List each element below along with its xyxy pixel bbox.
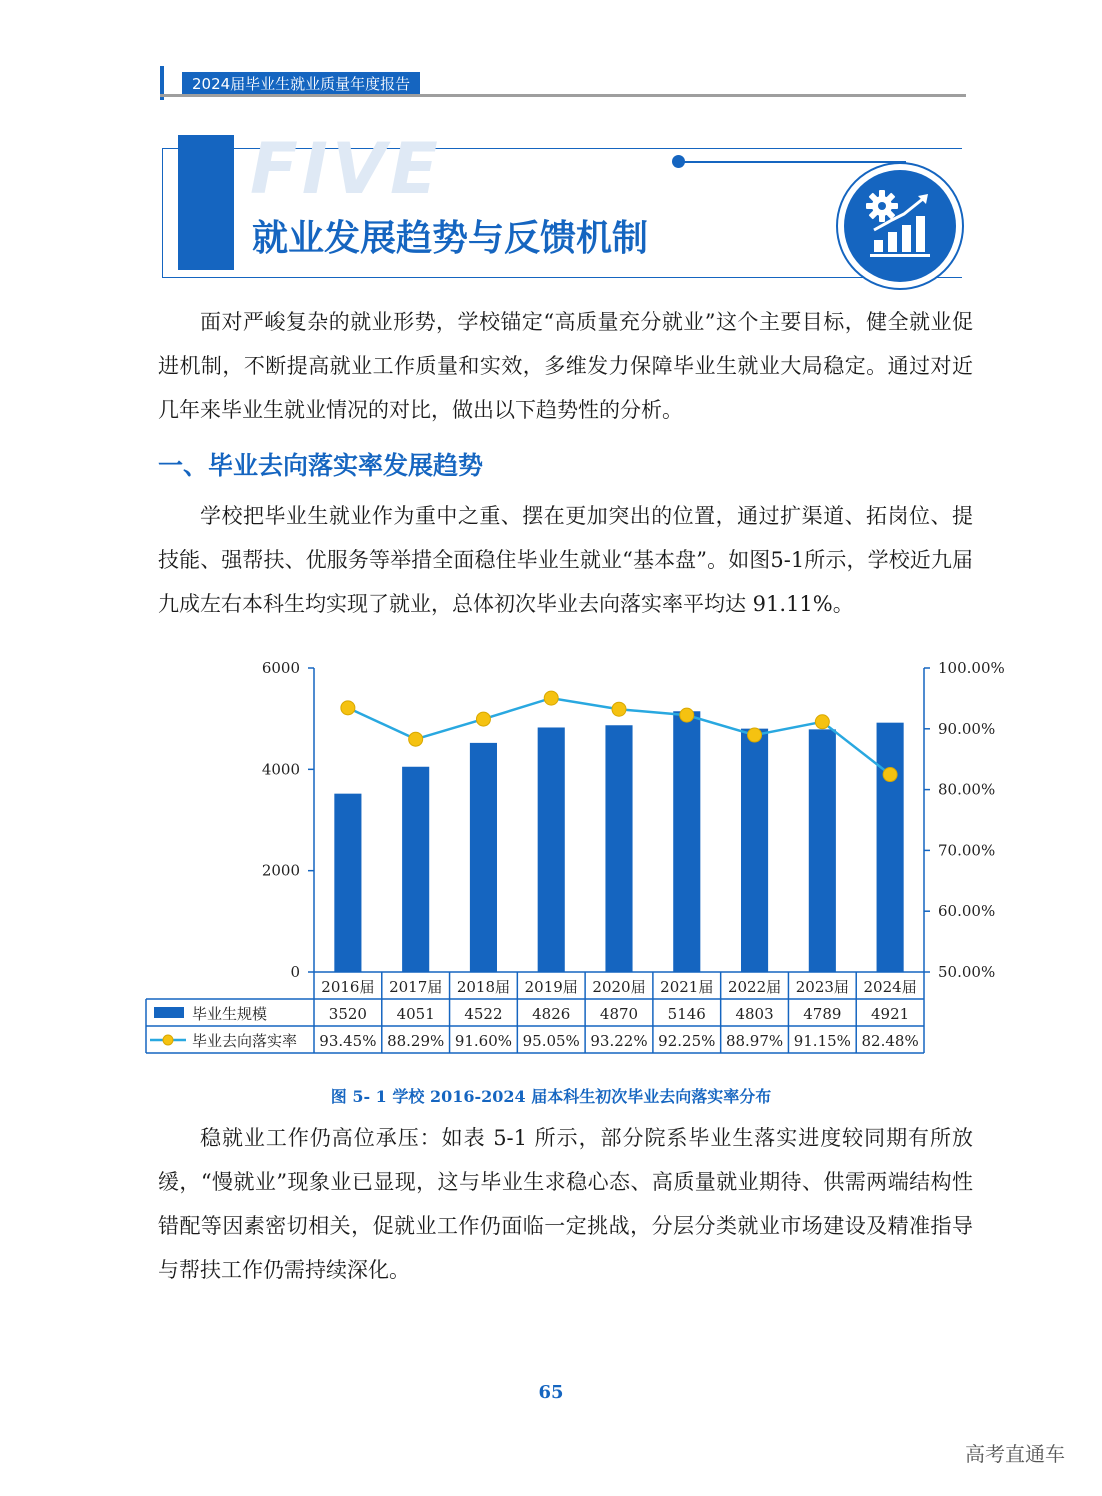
watermark: 高考直通车 [965,1442,1065,1466]
table-cell-rate: 92.25% [658,1032,716,1050]
table-cell-count: 4921 [871,1005,910,1023]
chapter-bar [178,135,234,270]
rate-point-2024届 [883,768,897,782]
rate-point-2021届 [680,708,694,722]
legend-line-label: 毕业去向落实率 [192,1032,298,1050]
y-left-tick-label: 0 [290,963,300,981]
y-left-tick-label: 6000 [261,659,300,677]
rate-point-2020届 [612,702,626,716]
table-cell-count: 3520 [328,1005,367,1023]
x-tick-label: 2021届 [660,978,714,996]
y-right-tick-label: 50.00% [938,963,996,981]
page-number: 65 [538,1382,564,1403]
x-tick-label: 2017届 [389,978,443,996]
x-tick-label: 2016届 [321,978,375,996]
table-cell-rate: 91.15% [793,1032,851,1050]
chapter-number: FIVE [250,128,442,210]
x-tick-label: 2018届 [456,978,511,996]
table-cell-rate: 82.48% [861,1032,919,1050]
rate-point-2019届 [544,691,558,705]
legend-line-marker [163,1035,173,1045]
bar-2017届 [402,767,429,972]
y-right-tick-label: 60.00% [938,902,996,921]
x-tick-label: 2024届 [863,978,917,996]
legend-bar-swatch [154,1007,184,1018]
x-tick-label: 2020届 [592,978,646,996]
bar-2019届 [538,727,565,972]
rate-point-2022届 [748,728,762,742]
x-tick-label: 2022届 [727,978,782,996]
table-cell-rate: 93.22% [590,1032,648,1050]
y-right-tick-label: 100.00% [938,659,1005,677]
rate-point-2017届 [409,732,423,746]
table-cell-count: 5146 [667,1005,706,1023]
bar-2023届 [809,729,836,972]
table-cell-count: 4789 [803,1005,842,1023]
bar-2021届 [673,711,700,972]
report-title: 2024届毕业生就业质量年度报告 [182,72,420,96]
header-rule [160,94,966,97]
gear-growth-chart-icon [844,170,956,282]
table-cell-rate: 93.45% [319,1032,377,1050]
y-left-tick-label: 2000 [261,861,300,880]
table-cell-count: 4870 [599,1005,639,1023]
table-cell-rate: 88.97% [725,1032,784,1050]
chapter-line [680,161,906,163]
chapter-title: 就业发展趋势与反馈机制 [252,218,649,259]
bar-2020届 [605,725,632,972]
figure-caption: 图 5- 1 学校 2016-2024 届本科生初次毕业去向落实率分布 [330,1087,772,1106]
section-paragraph: 学校把毕业生就业作为重中之重、摆在更加突出的位置，通过扩渠道、拓岗位、提技能、强帮扶、优服务等举措全面稳住毕业生就业“基本盘”。如图5-1所示，学校近九届九成左右本科生均实现了就业，总体初次毕业去向落实率平均达 91.11%。 [158,504,973,616]
x-tick-label: 2019届 [524,978,578,996]
intro-paragraph: 面对严峻复杂的就业形势，学校锚定“高质量充分就业”这个主要目标，健全就业促进机制，不断提高就业工作质量和实效，多维发力保障毕业生就业大局稳定。通过对近几年来毕业生就业情况的对比，做出以下趋势性的分析。 [158,310,973,422]
y-right-tick-label: 80.00% [938,780,996,799]
combo-chart [140,650,1020,1070]
y-left-tick-label: 4000 [261,760,300,779]
table-cell-count: 4826 [532,1005,571,1023]
bar-2018届 [470,743,497,972]
chapter-icon-circle [844,170,956,282]
body-paragraph: 稳就业工作仍高位承压：如表 5-1 所示，部分院系毕业生落实进度较同期有所放缓，“慢就业”现象业已显现，这与毕业生求稳心态、高质量就业期待、供需两端结构性错配等因素密切相关，促就业工作仍面临一定挑战，分层分类就业市场建设及精准指导与帮扶工作仍需持续深化。 [158,1126,973,1282]
table-cell-rate: 95.05% [522,1032,580,1050]
table-cell-count: 4803 [735,1005,774,1023]
rate-point-2016届 [341,701,355,715]
bar-2024届 [877,723,904,972]
table-cell-count: 4051 [396,1005,435,1023]
bar-2016届 [334,794,361,972]
y-right-tick-label: 90.00% [938,719,996,738]
table-cell-rate: 88.29% [387,1032,445,1050]
table-cell-rate: 91.60% [454,1032,513,1050]
chapter-dot [672,155,685,168]
legend-bar-label: 毕业生规模 [192,1005,268,1023]
x-tick-label: 2023届 [795,978,849,996]
y-right-tick-label: 70.00% [938,841,996,860]
rate-point-2018届 [476,712,490,726]
bar-2022届 [741,729,768,972]
rate-point-2023届 [815,715,829,729]
section-heading: 一、毕业去向落实率发展趋势 [158,451,484,480]
table-cell-count: 4522 [464,1005,503,1023]
